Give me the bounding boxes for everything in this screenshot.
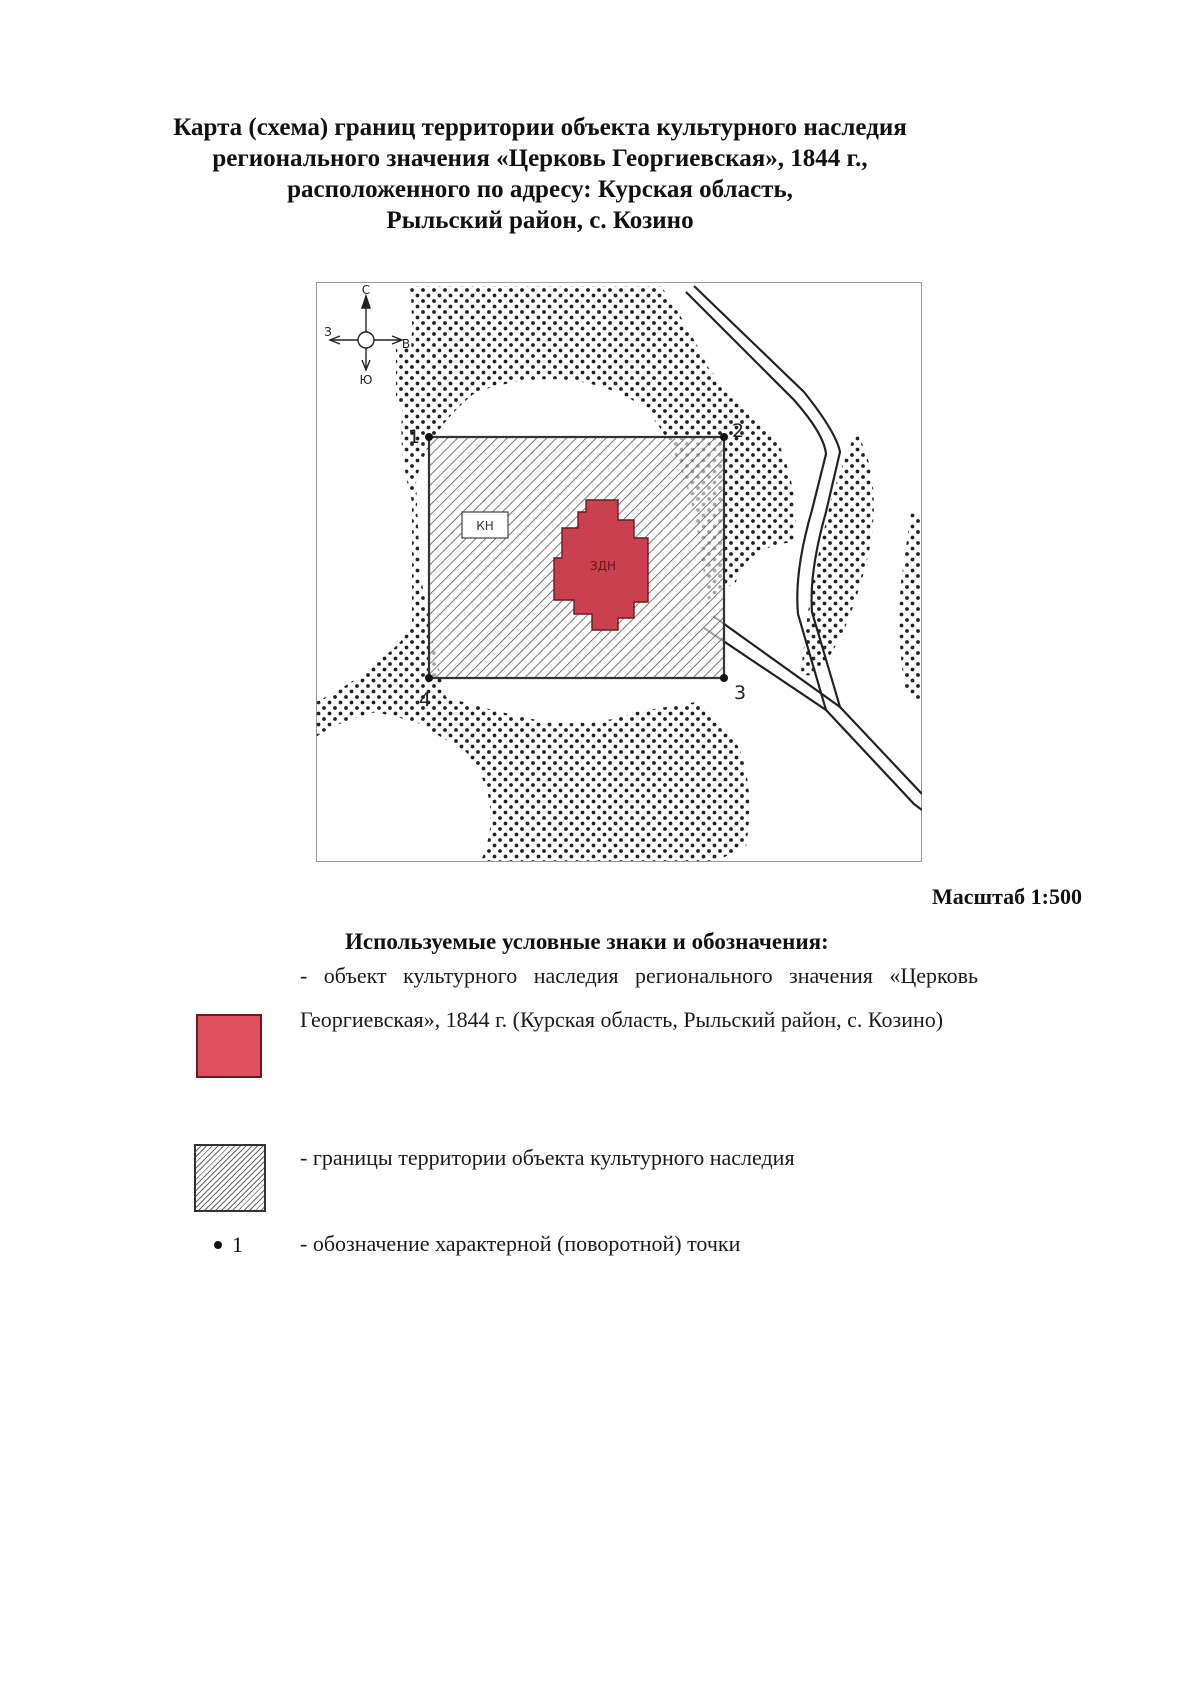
legend-boundary-text: - границы территории объекта культурного наследия bbox=[300, 1145, 795, 1170]
title-line-2: регионального значения «Церковь Георгиевская», 1844 г., bbox=[212, 145, 868, 172]
kn-label: КН bbox=[476, 519, 494, 533]
turning-point-4 bbox=[425, 674, 433, 682]
legend-point-text: - обозначение характерной (поворотной) точки bbox=[300, 1231, 741, 1256]
compass-east: В bbox=[401, 337, 411, 351]
point-dot-icon bbox=[214, 1241, 222, 1249]
point-label-2: 2 bbox=[732, 420, 745, 442]
legend-boundary-swatch bbox=[194, 1144, 266, 1212]
map-canvas bbox=[316, 282, 922, 862]
title-line-1: Карта (схема) границ территории объекта культурного наследия bbox=[173, 114, 907, 141]
compass-south: Ю bbox=[359, 373, 373, 387]
compass-west: З bbox=[324, 325, 332, 339]
boundary-map bbox=[316, 282, 922, 862]
legend-point-symbol bbox=[214, 1232, 243, 1258]
point-label-3: 3 bbox=[734, 682, 747, 704]
legend-heading: Используемые условные знаки и обозначения: bbox=[345, 929, 829, 954]
legend-heritage-text: - объект культурного наследия регионального значения «Церковь Георгиевская», 1844 г. (Курская область, Рыльский район, с. Козино) bbox=[300, 963, 978, 1032]
compass-north: С bbox=[361, 283, 371, 297]
title-line-4: Рыльский район, с. Козино bbox=[386, 207, 694, 234]
turning-point-1 bbox=[425, 433, 433, 441]
turning-point-2 bbox=[720, 433, 728, 441]
point-label-1: 1 bbox=[408, 426, 421, 448]
map-scale: Масштаб 1:500 bbox=[931, 884, 1082, 909]
turning-point-3 bbox=[720, 674, 728, 682]
point-label-4: 4 bbox=[419, 689, 432, 711]
zdn-label: ЗДН bbox=[589, 559, 617, 573]
title-line-3: расположенного по адресу: Курская область, bbox=[287, 176, 793, 203]
legend-point-number: 1 bbox=[232, 1232, 243, 1257]
legend-heritage-swatch bbox=[196, 1014, 262, 1078]
document-title bbox=[150, 112, 930, 236]
